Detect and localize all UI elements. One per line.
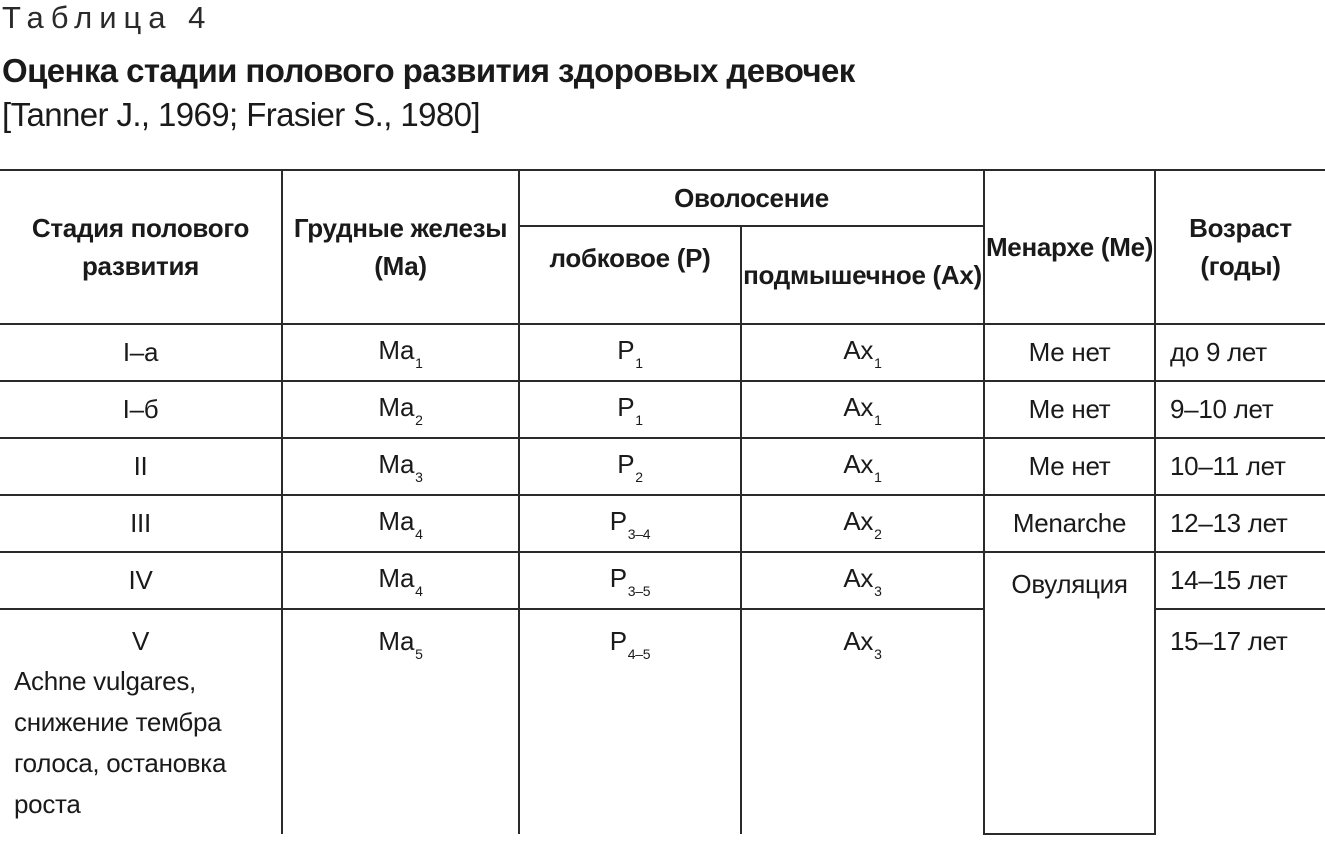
age-cell: 14–15 лет: [1155, 552, 1325, 609]
breast-cell: $Ма_4$: [282, 495, 519, 552]
table-caption: Таблица 4: [2, 0, 213, 35]
table-row: [0, 552, 1325, 609]
menarche-cell: Menarche: [984, 495, 1155, 552]
pubic-cell: $Р_1$: [519, 324, 741, 381]
axillary-cell: $Ах_1$: [741, 438, 984, 495]
header-menarche: Менархе (Ме): [984, 170, 1155, 324]
axillary-cell: $Ах_3$: [741, 552, 984, 609]
header-hair: Оволосение: [519, 170, 984, 226]
age-cell: до 9 лет: [1155, 324, 1325, 381]
pubic-cell: $Р_{3-4}$: [519, 495, 741, 552]
source-citation: [Tanner J., 1969; Frasier S., 1980]: [2, 96, 480, 133]
stage-note: Achne vulgares, снижение тембра голоса, остановка роста: [14, 666, 227, 819]
table-row: [0, 324, 1325, 381]
pubic-cell: $Р_{3-5}$: [519, 552, 741, 609]
stage-cell: [0, 609, 282, 834]
menarche-cell: Ме нет: [984, 381, 1155, 438]
breast-cell: $Ма_5$: [282, 609, 519, 834]
age-cell: 9–10 лет: [1155, 381, 1325, 438]
stage-cell: IV: [0, 552, 282, 609]
header-age: Возраст (годы): [1155, 170, 1325, 324]
menarche-cell: Овуляция: [984, 552, 1155, 834]
pubic-cell: $Р_2$: [519, 438, 741, 495]
header-pubic: лобковое (Р): [519, 226, 741, 324]
breast-cell: $Ма_1$: [282, 324, 519, 381]
pubic-cell: $Р_{4-5}$: [519, 609, 741, 834]
menarche-cell: Ме нет: [984, 324, 1155, 381]
breast-cell: $Ма_4$: [282, 552, 519, 609]
header-breast: Грудные железы (Ма): [282, 170, 519, 324]
menarche-cell: Ме нет: [984, 438, 1155, 495]
axillary-cell: $Ах_1$: [741, 381, 984, 438]
header-stage: Стадия полового развития: [0, 170, 282, 324]
stage-cell: I–а: [0, 324, 282, 381]
table-row: [0, 381, 1325, 438]
stage-label: V: [131, 626, 150, 656]
breast-cell: $Ма_2$: [282, 381, 519, 438]
axillary-cell: $Ах_2$: [741, 495, 984, 552]
age-cell: 15–17 лет: [1155, 609, 1325, 834]
table-row: [0, 438, 1325, 495]
page-title: Оценка стадии полового развития здоровых девочек: [2, 52, 855, 89]
table-row: [0, 495, 1325, 552]
header-axillary: подмышечное (Ах): [741, 226, 984, 324]
axillary-cell: $Ах_1$: [741, 324, 984, 381]
stage-cell: I–б: [0, 381, 282, 438]
staging-table: [0, 169, 1325, 835]
stage-cell: III: [0, 495, 282, 552]
breast-cell: $Ма_3$: [282, 438, 519, 495]
axillary-cell: $Ах_3$: [741, 609, 984, 834]
age-cell: 10–11 лет: [1155, 438, 1325, 495]
age-cell: 12–13 лет: [1155, 495, 1325, 552]
pubic-cell: $Р_1$: [519, 381, 741, 438]
stage-cell: II: [0, 438, 282, 495]
